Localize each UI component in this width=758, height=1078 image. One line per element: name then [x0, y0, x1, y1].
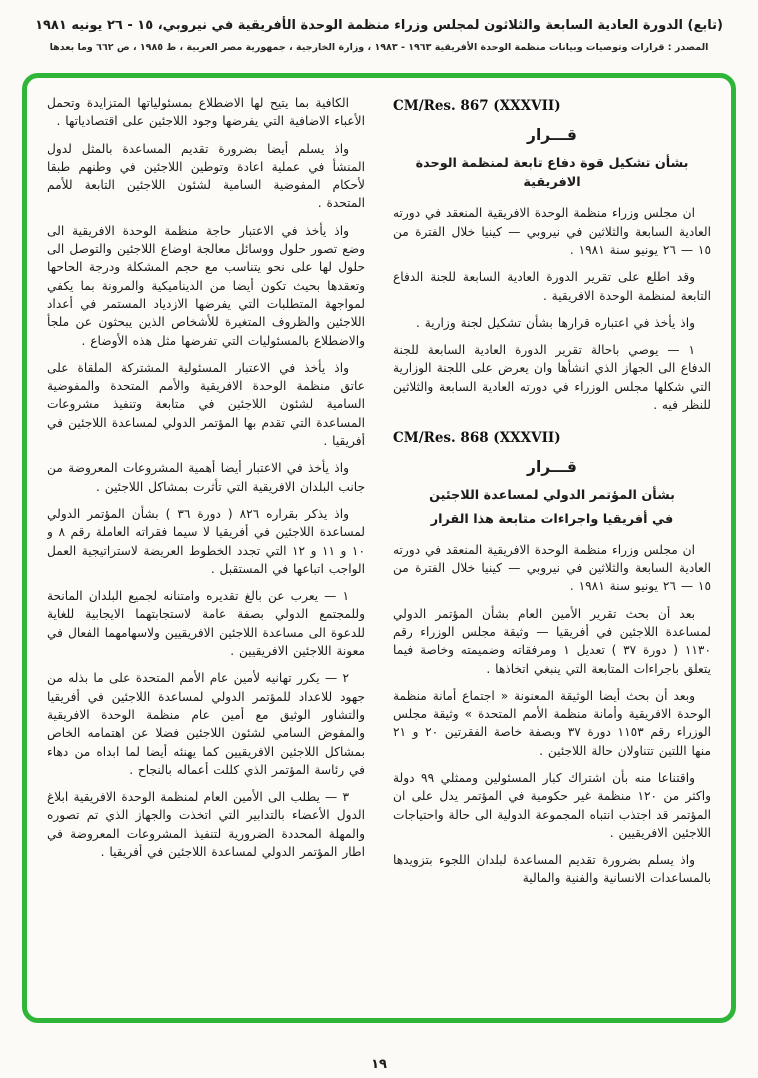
session-title: (تابع) الدورة العادية السابعة والثلاثون لمجلس وزراء منظمة الوحدة الأفريقية في نيروبي، ١٥ - ٢٦ يونيه ١٩٨١ — [35, 18, 723, 33]
resolution-subtitle: بشأن تشكيل قوة دفاع تابعة لمنظمة الوحدة الافريقية — [415, 156, 689, 191]
paragraph: واذ يذكر بقراره ٨٢٦ ( دورة ٣٦ ) بشأن المؤتمر الدولي لمساعدة اللاجئين في أفريقيا لا سيما فقراته العاملة رقم ٨ و ١٠ و ١١ و ١٢ التي تجدد الخطوط العريضة لاستراتيجية العمل الواجب اتباعها في المستقبل . — [47, 506, 365, 576]
page-number: ١٩ — [371, 1057, 387, 1072]
paragraph: واذ يأخذ في الاعتبار المسئولية المشتركة الملقاة على عاتق منظمة الوحدة الافريقية والأمم المتحدة والمفوضية السامية لشئون اللاجئين في متابعة وتنفيذ مشروعات المساعدة التي تقدم بها المؤتمر الدولي لمساعدة اللاجئين في أفريقيا . — [47, 360, 365, 449]
resolution-title: قـــرار — [527, 126, 577, 144]
paragraph: وقد اطلع على تقرير الدورة العادية السابعة للجنة الدفاع التابعة لمنظمة الوحدة الافريقية . — [393, 270, 711, 303]
paragraph: ٢ — يكرر تهانيه لأمين عام الأمم المتحدة على ما بذله من جهود للاعداد للمؤتمر الدولي لمساعدة اللاجئين في أفريقيا والتشاور الوثيق مع أمين عام منظمة الوحدة الافريقية والمفوض السامي لشئون اللاجئين فضلا عن اهتمامه الخاص بمشاكل اللاجئين الافريقيين كما يهنئه أيضا لما ابداه من دهاء في رئاسة المؤتمر الذي كللت أعماله بالنجاح . — [47, 671, 365, 777]
column-right — [393, 94, 711, 1006]
paragraph: ان مجلس وزراء منظمة الوحدة الافريقية المنعقد في دورته العادية السابعة والثلاثين في نيروبي — كينيا خلال الفترة من ١٥ — ٢٦ يونيو سنة ١٩٨١ . — [393, 206, 711, 257]
paragraph: واقتناعا منه بأن اشتراك كبار المسئولين وممثلي ٩٩ دولة واكثر من ١٢٠ منظمة غير حكومية في المؤتمر يدل على ان المؤتمر قد اجتذب انتباه المجموعة الدولية الى حالة واحتياجات اللاجئين الافريقيين . — [393, 770, 711, 840]
resolution-subtitle: في أفريقيا واجراءات متابعة هذا القرار — [430, 511, 674, 527]
resolution-subtitle: بشأن المؤتمر الدولي لمساعدة اللاجئين — [429, 488, 675, 504]
page-header — [0, 0, 758, 53]
column-left — [47, 94, 365, 1006]
paragraph: واذ يأخذ في الاعتبار حاجة منظمة الوحدة الافريقية الى وضع تصور حلول ووسائل معالجة اوضاع اللاجئين والتوصل الى حلول لها على نحو يتناسب مع حجم المشكلة ودرجة الحاحها وتعقدها بحيث تكون أيضا من الديناميكية والمرونة بما يكفي لمواجهة المتطلبات التي يفرضها الازدياد المستمر في أعداد اللاجئين والظروف المتغيرة للأشخاص الذين يبحثون عن ملجأ والاضطلاع بالمسئوليات التي تفرضها مثل هذه الأوضاع . — [47, 223, 365, 348]
paragraph: ١ — يعرب عن بالغ تقديره وامتنانه لجميع البلدان المانحة وللمجتمع الدولي بصفة عامة لاستجابتهما الايجابية للغاية للدعوة الى مساعدة اللاجئين الافريقيين ولاسهامهما الفعال في معونة اللاجئين الافريقيين . — [47, 589, 365, 659]
two-column-layout — [47, 94, 711, 1006]
paragraph: ١ — يوصي باحالة تقرير الدورة العادية السابعة للجنة الدفاع الى الجهاز الذي انشأها وان يعرض على اللجنة الوزارية التي شكلها مجلس الوزراء في دورته العادية السابعة والثلاثين للنظر فيه . — [393, 343, 711, 413]
paragraph: بعد أن بحث تقرير الأمين العام بشأن المؤتمر الدولي لمساعدة اللاجئين في أفريقيا — وثيقة مجلس الوزراء رقم ١١٣٠ ( دورة ٣٧ ) تعديل ١ ومرفقاته وضميمته وخاصة فيما يتعلق باجراءات المتابعة التي ينبغي اتخاذها . — [393, 606, 711, 676]
paragraph: واذ يسلم بضرورة تقديم المساعدة لبلدان اللجوء بتزويدها بالمساعدات الانسانية والفنية والمالية — [393, 853, 711, 886]
paragraph: ٣ — يطلب الى الأمين العام لمنظمة الوحدة الافريقية ابلاغ الدول الأعضاء بالتدابير التي اتخذت والجهاز الذي تم تصوره والمهلة المحددة الضرورية لتنفيذ المشروعات المعروضة في اطار المؤتمر الدولي لمساعدة اللاجئين في أفريقيا . — [47, 790, 365, 859]
paragraph: واذ يسلم أيضا بضرورة تقديم المساعدة بالمثل لدول المنشأ في عملية اعادة وتوطين اللاجئين في وطنهم طبقا لأحكام المفوضية السامية لشئون اللاجئين التابعة للأمم المتحدة . — [47, 141, 365, 211]
resolution-title: قـــرار — [527, 458, 577, 477]
resolution-id: CM/Res. 868 (XXXVII) — [393, 430, 561, 447]
paragraph: الكافية بما يتيح لها الاضطلاع بمسئولياتها المتزايدة وتحمل الأعباء الاضافية التي يفرضها وجود اللاجئين على اقتصادياتها . — [47, 96, 365, 129]
content-frame — [22, 73, 736, 1023]
paragraph: واذ يأخذ في اعتباره قرارها بشأن تشكيل لجنة وزارية . — [415, 315, 695, 330]
paragraph: ان مجلس وزراء منظمة الوحدة الافريقية المنعقد في دورته العادية السابعة والثلاثين في نيروبي — كينيا خلال الفترة من ١٥ — ٢٦ يونيو سنة ١٩٨١ . — [393, 542, 711, 594]
paragraph: وبعد أن بحث أيضا الوثيقة المعنونة « اجتماع أمانة منظمة الوحدة الافريقية وأمانة منظمة الأمم المتحدة » وثيقة مجلس الوزراء رقم ١١٥٣ دورة ٣٧ وبصفة خاصة الفقرتين ٢٠ و ٢١ منها اللتين تتناولان حالة اللاجئين . — [393, 688, 711, 758]
paragraph: واذ يأخذ في الاعتبار أيضا أهمية المشروعات المعروضة من جانب البلدان الافريقية التي تأثرت بمشاكل اللاجئين . — [47, 461, 365, 494]
resolution-id: CM/Res. 867 (XXXVII) — [393, 98, 561, 114]
source-citation: المصدر : قرارات وتوصيات وبيانات منظمة الوحدة الأفريقية ١٩٦٣ - ١٩٨٣ ، وزارة الخارجية ، جمهورية مصر العربية ، ط ١٩٨٥ ، ص ٦٦٢ وما بعدها — [49, 42, 709, 53]
